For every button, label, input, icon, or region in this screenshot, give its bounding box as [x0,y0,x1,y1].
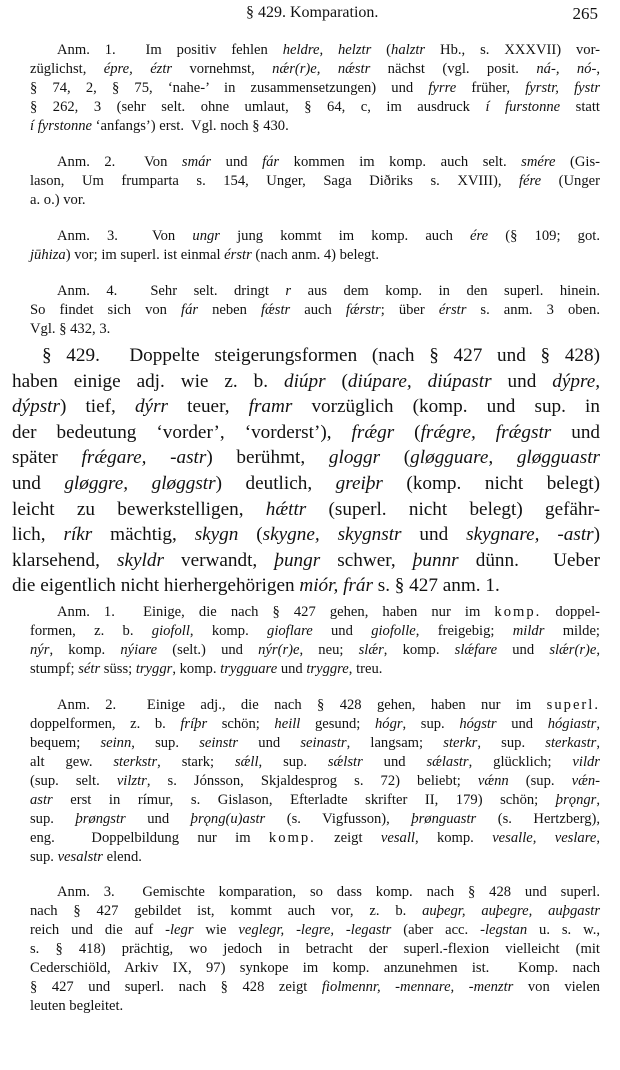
roman-text: kommen im komp. auch selt. [279,154,522,170]
italic-term: greiþr [335,472,383,494]
italic-term: ná-, nó- [536,61,597,77]
roman-text: (§ 109; got. [488,228,600,244]
roman-text: , freigebig; [415,623,513,639]
roman-text: vornehmst, [172,61,273,77]
italic-term: sterkstr [113,754,158,770]
running-header [0,4,620,26]
italic-term: sǽlstr [327,754,363,770]
roman-text: gesund; [300,716,375,732]
italic-term: fiolmennr, -mennare, -menztr [321,979,514,995]
roman-text: ) deutlich, [215,472,336,494]
text-line [30,940,600,959]
italic-term: frǽgr [351,421,395,443]
text-line [30,191,600,210]
italic-term: mildr [512,623,545,639]
roman-text: , s. Jónsson, Skjaldesprog s. 72) beliebt; [146,773,478,789]
italic-term: fyrstr, fystr [525,80,601,96]
roman-text: stumpf; [30,661,79,677]
text-line [30,696,600,715]
roman-text: und [277,661,307,677]
roman-text: Vgl. § 432, 3. [30,321,111,337]
roman-text: und [211,154,263,170]
roman-text: , komp. [383,642,455,658]
roman-text: , [596,642,601,658]
roman-text: ( [371,42,392,58]
text-line [30,79,600,98]
italic-term: diúpare, diúpastr [347,370,492,392]
text-line [12,445,600,471]
annotation-paragraph [30,282,600,339]
roman-text: , sup. [258,754,328,770]
spaced-emphasis: komp. [494,604,542,620]
text-line [12,522,600,548]
text-line [12,497,600,523]
section-paragraph [12,343,600,599]
roman-text: , [596,830,600,846]
italic-term: smár [181,154,212,170]
italic-term: seinastr [300,735,347,751]
text-line [30,98,600,117]
italic-term: érstr [224,247,252,263]
roman-text: aus dem komp. in den superl. hinein. [291,283,600,299]
text-line [30,320,600,339]
text-line [30,603,600,622]
roman-text: von vielen [513,979,600,995]
italic-term: -legr [165,922,194,938]
italic-term: vesalle, veslare [492,830,597,846]
italic-term: -legstan [480,922,528,938]
roman-text: statt [560,99,600,115]
roman-text: , [596,735,601,751]
roman-text: Hb., s. XXXVII) vor- [425,42,600,58]
italic-term: jūhiza [30,247,66,263]
roman-text: und [497,642,550,658]
italic-term: þungr [274,549,321,571]
roman-text: klarsehend, [12,549,118,571]
italic-term: diúpr [283,370,326,392]
roman-text: früher, [456,80,526,96]
italic-term: vesalstr [57,849,103,865]
roman-text: haben einige adj. wie z. b. [12,370,284,392]
roman-text: und [125,811,191,827]
text-line [30,153,600,172]
roman-text: die eigentlich nicht hierhergehörigen [12,575,300,597]
roman-text: , langsam; [346,735,444,751]
roman-text: , sup. [477,735,546,751]
italic-term: giofolle [371,623,416,639]
italic-term: frǽgre, frǽgstr [420,421,552,443]
italic-term: hógstr [459,716,497,732]
italic-term: tryggre [306,661,349,677]
text-line [12,548,600,574]
italic-term: hǽttr [265,498,307,520]
roman-text: jung kommt im komp. auch [219,228,471,244]
italic-term: vilztr [116,773,147,789]
italic-term: astr [30,792,53,808]
italic-term: r [285,283,292,299]
italic-term: ére [470,228,489,244]
text-line [30,829,600,848]
roman-text: leicht zu bewerkstelligen, [12,498,266,520]
roman-text: (selt.) und [157,642,259,658]
text-line [30,921,600,940]
text-line [12,471,600,497]
roman-text: (s. Vigfusson), [265,811,412,827]
roman-text: Anm. 3. Gemischte komparation, so dass komp. nach § 428 und superl. [57,884,600,900]
italic-term: gloggr [328,447,381,469]
roman-text: ( [325,370,348,392]
roman-text: (superl. nicht belegt) gefähr- [306,498,600,520]
italic-term: slǽr(r)e [549,642,597,658]
spaced-emphasis: superl. [546,697,600,713]
roman-text: und [491,370,553,392]
roman-text: a. o.) vor. [30,192,86,208]
roman-text: (sup. selt. [30,773,117,789]
text-line [30,301,600,320]
roman-text: , treu. [348,661,383,677]
roman-text: bequem; [30,735,101,751]
roman-text: (nach anm. 4) belegt. [251,247,379,263]
text-line [30,117,600,136]
roman-text: und [12,472,65,494]
italic-term: épre, éztr [103,61,173,77]
italic-term: fár [262,154,280,170]
roman-text: auch [290,302,346,318]
roman-text: sup. [30,849,58,865]
roman-text: milde; [544,623,600,639]
italic-term: auþegr, auþegre, auþgastr [422,903,600,919]
text-line [30,772,600,791]
roman-text: und [362,754,427,770]
italic-term: vǽn- [571,773,600,789]
roman-text: ( [380,447,411,469]
roman-text: Anm. 2. Einige adj., die nach § 428 gehen, haben nur im [57,697,547,713]
roman-text: formen, z. b. [30,623,152,639]
roman-text: doppel- [541,604,600,620]
text-line [12,573,600,599]
annotation-paragraph [30,227,600,265]
text-line [30,791,600,810]
text-line [30,660,600,679]
italic-term: ríkr [63,524,93,546]
text-line [30,734,600,753]
annotation-paragraph [30,603,600,679]
running-title: § 429. Komparation. [246,4,379,21]
annotation-paragraph [30,696,600,867]
italic-term: þunnr [412,549,459,571]
roman-text: ‘anfangs’) erst. Vgl. noch § 430. [92,118,289,134]
italic-term: seinstr [199,735,239,751]
roman-text: züglichst, [30,61,104,77]
italic-term: sǽll [235,754,259,770]
italic-term: vǽnn [477,773,509,789]
italic-term: halztr [391,42,426,58]
roman-text: erst in rímur, s. Gislason, Efterladte skrifter II, 179) schön; [52,792,556,808]
italic-term: í furstonne [485,99,561,115]
roman-text: Anm. 4. Sehr selt. dringt [57,283,286,299]
text-line [30,41,600,60]
roman-text: lason, Um frumparta s. 154, Unger, Saga Diðriks s. XVIII), [30,173,519,189]
roman-text: schwer, [320,549,413,571]
roman-text: § 427 und superl. nach § 428 zeigt [30,979,322,995]
text-line [12,369,600,395]
italic-term: þrønguastr [411,811,477,827]
text-line [30,715,600,734]
roman-text: , komp. [414,830,493,846]
roman-text: ) tief, [59,396,135,418]
italic-term: gløggre, gløggstr [64,472,216,494]
italic-term: nýr [30,642,50,658]
italic-term: skygn [194,524,239,546]
italic-term: dýpstr [12,396,60,418]
italic-term: heill [274,716,301,732]
text-line [30,227,600,246]
text-line [30,883,600,902]
roman-text: , [596,61,600,77]
text-line [30,902,600,921]
italic-term: framr [248,396,293,418]
roman-text: ) [593,524,601,546]
roman-text: , neu; [299,642,359,658]
text-line [30,246,600,265]
roman-text: ( [238,524,263,546]
roman-text: eng. Doppelbildung nur im [30,830,269,846]
roman-text: leuten begleitet. [30,998,124,1014]
italic-term: sǽlastr [426,754,469,770]
italic-term: veglegr, -legre, -legastr [238,922,392,938]
roman-text: , komp. [172,661,221,677]
roman-text: lich, [12,524,64,546]
roman-text: und [496,716,548,732]
roman-text: (aber acc. [391,922,481,938]
roman-text: und [238,735,301,751]
roman-text: alt gew. [30,754,114,770]
italic-term: ungr [192,228,220,244]
roman-text: nach § 427 gebildet ist, kommt auch vor, z. b. [30,903,423,919]
annotation-paragraph [30,153,600,210]
text-line [30,997,600,1016]
roman-text: und [551,421,601,443]
italic-term: sterkastr [545,735,597,751]
roman-text: reich und die auf [30,922,166,938]
roman-text: ) vor; im superl. ist einmal [65,247,225,263]
italic-term: smére [521,154,556,170]
italic-term: skygnare, -astr [466,524,594,546]
italic-term: sétr [78,661,101,677]
italic-term: í fyrstonne [30,118,93,134]
roman-text: § 262, 3 (sehr selt. ohne umlaut, § 64, c, im ausdruck [30,99,486,115]
italic-term: nýiare [120,642,158,658]
italic-term: fár [181,302,199,318]
roman-text: nächst (vgl. posit. [370,61,537,77]
italic-term: vesall [380,830,415,846]
italic-term: tryggr [135,661,173,677]
roman-text: , sup. [131,735,200,751]
italic-term: fyrre [428,80,457,96]
text-line [30,810,600,829]
italic-term: nýr(r)e [258,642,300,658]
roman-text: neben [198,302,261,318]
text-line [30,959,600,978]
roman-text: , glücklich; [468,754,573,770]
italic-term: fríþr [180,716,208,732]
annotation-paragraph [30,41,600,136]
italic-term: giofoll [151,623,190,639]
italic-term: þrǫng(u)astr [190,811,266,827]
roman-text: der bedeutung ‘vorder’, ‘vorderst’), [12,421,352,443]
roman-text: § 74, 2, § 75, ‘nahe-’ in zusammensetzungen) und [30,80,429,96]
roman-text: , sup. [402,716,460,732]
text-line [30,641,600,660]
italic-term: slǽr [358,642,384,658]
roman-text: Anm. 1. Einige, die nach § 427 gehen, haben nur im [57,604,495,620]
roman-text: (komp. nicht belegt) [382,472,601,494]
italic-term: dýpre, [552,370,601,392]
roman-text: ( [394,421,421,443]
roman-text: , komp. [189,623,268,639]
italic-term: nǽr(r)e, nǽstr [272,61,371,77]
roman-text: verwandt, [163,549,275,571]
roman-text: § 429. Doppelte steigerungsformen (nach § 427 und § 428) [42,345,600,366]
roman-text: So findet sich von [30,302,182,318]
italic-term: frǽgare, -astr [81,447,207,469]
italic-term: dýrr [134,396,168,418]
italic-term: skygne, skygnstr [262,524,402,546]
roman-text: später [12,447,82,469]
roman-text: (sup. [508,773,572,789]
italic-term: skyldr [117,549,164,571]
roman-text: , [596,792,600,808]
italic-term: þrøngstr [75,811,126,827]
roman-text: Anm. 3. Von [57,228,193,244]
roman-text: Anm. 1. Im positiv fehlen [57,42,283,58]
text-line [30,848,600,867]
roman-text: dünn. Ueber [458,549,600,571]
italic-term: hógr [374,716,403,732]
roman-text: s. § 418) prächtig, wo jedoch in betracht der superl.-flexion vielleicht (mit [30,941,600,957]
roman-text: teuer, [168,396,249,418]
italic-term: seinn [100,735,132,751]
roman-text: ) berühmt, [206,447,329,469]
roman-text: doppelformen, z. b. [30,716,181,732]
roman-text: schön; [207,716,275,732]
text-line [30,753,600,772]
roman-text: und [312,623,372,639]
roman-text: sup. [30,811,76,827]
text-line [30,622,600,641]
italic-term: fǽrstr [345,302,381,318]
text-line [30,60,600,79]
roman-text: elend. [102,849,142,865]
roman-text: s. anm. 3 oben. [466,302,600,318]
roman-text: süss; [100,661,136,677]
text-line [30,978,600,997]
italic-term: vildr [572,754,600,770]
page-number: 265 [572,4,598,23]
roman-text: , stark; [157,754,235,770]
roman-text: ; über [380,302,439,318]
roman-text: u. s. w., [527,922,600,938]
roman-text: , [596,716,601,732]
spaced-emphasis: komp. [268,830,316,846]
italic-term: érstr [438,302,467,318]
italic-term: gioflare [267,623,313,639]
roman-text: zeigt [315,830,381,846]
italic-term: þrǫngr [555,792,597,808]
italic-term: slǽfare [454,642,498,658]
annotation-paragraph [30,883,600,1016]
italic-term: trygguare [220,661,278,677]
roman-text: , komp. [49,642,121,658]
roman-text: Anm. 2. Von [57,154,182,170]
text-line [30,282,600,301]
roman-text: mächtig, [92,524,195,546]
text-line [12,420,600,446]
roman-text: (s. Hertzberg), [476,811,600,827]
text-line [30,172,600,191]
roman-text: Cederschiöld, Arkiv IX, 97) synkope im komp. anzunehmen ist. Komp. nach [30,960,600,976]
text-line [12,343,600,369]
roman-text: und [401,524,467,546]
italic-term: fére [519,173,542,189]
italic-term: miór, frár [299,575,373,597]
roman-text: vorzüglich (komp. und sup. in [292,396,600,418]
italic-term: heldre, helztr [282,42,372,58]
roman-text: (Gis- [555,154,600,170]
italic-term: fǽstr [261,302,291,318]
roman-text: (Unger [541,173,600,189]
roman-text: wie [193,922,239,938]
italic-term: sterkr [443,735,478,751]
text-line [12,394,600,420]
italic-term: hógiastr [547,716,597,732]
roman-text: s. § 427 anm. 1. [372,575,500,597]
italic-term: gløgguare, gløgguastr [410,447,600,469]
